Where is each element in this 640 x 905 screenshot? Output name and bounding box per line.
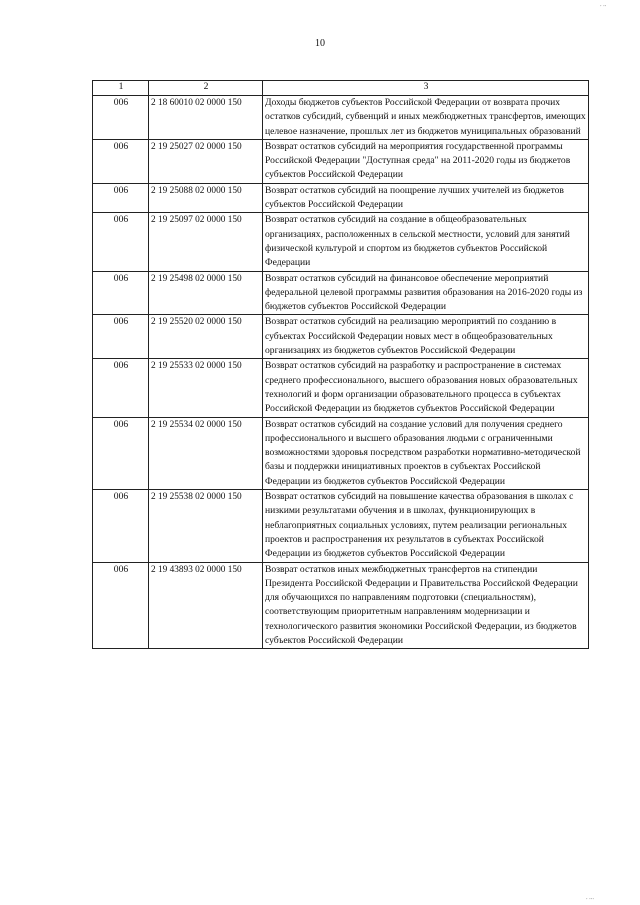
table-row <box>93 271 589 315</box>
revenue-name-cell: Возврат остатков субсидий на повышение качества образования в школах с низкими результатами обучения и в школах, функционирующих в неблагоприятных социальных условиях, путем реализации региональных проектов и распространения их результатов в субъектах Российской Федерации из бюджетов субъектов Российской Федерации <box>263 490 589 562</box>
admin-code-cell: 006 <box>93 359 149 417</box>
table-row <box>93 315 589 359</box>
table-row <box>93 359 589 417</box>
budget-code-cell: 2 19 25088 02 0000 150 <box>149 183 263 213</box>
column-header-2: 2 <box>149 81 263 96</box>
budget-code-cell: 2 19 25520 02 0000 150 <box>149 315 263 359</box>
table-row <box>93 417 589 489</box>
admin-code-cell: 006 <box>93 139 149 183</box>
admin-code-cell: 006 <box>93 213 149 271</box>
admin-code-cell: 006 <box>93 562 149 649</box>
revenue-name-cell: Возврат остатков субсидий на реализацию мероприятий по созданию в субъектах Российской Федерации новых мест в общеобразовательных организациях из бюджетов субъектов Российской Федерации <box>263 315 589 359</box>
header-row <box>93 81 589 96</box>
budget-code-cell: 2 18 60010 02 0000 150 <box>149 96 263 140</box>
table-header <box>93 81 589 96</box>
column-header-3: 3 <box>263 81 589 96</box>
table-row <box>93 183 589 213</box>
revenue-name-cell: Доходы бюджетов субъектов Российской Федерации от возврата прочих остатков субсидий, субвенций и иных межбюджетных трансфертов, имеющих целевое назначение, прошлых лет из бюджетов муниципальных образований <box>263 96 589 140</box>
admin-code-cell: 006 <box>93 271 149 315</box>
revenue-name-cell: Возврат остатков субсидий на мероприятия государственной программы Российской Федерации "Доступная среда" на 2011-2020 годы из бюджетов субъектов Российской Федерации <box>263 139 589 183</box>
revenue-name-cell: Возврат остатков субсидий на создание условий для получения среднего профессионального и высшего образования людьми с ограниченными возможностями здоровья посредством разработки нормативно-методической базы и поддержки инициативных проектов в субъектах Российской Федерации из бюджетов субъектов Российской Федерации <box>263 417 589 489</box>
admin-code-cell: 006 <box>93 417 149 489</box>
revenue-name-cell: Возврат остатков субсидий на финансовое обеспечение мероприятий федеральной целевой программы развития образования на 2016-2020 годы из бюджетов субъектов Российской Федерации <box>263 271 589 315</box>
corner-mark-top: ⸱ ⸱⸱ <box>600 4 607 10</box>
admin-code-cell: 006 <box>93 315 149 359</box>
admin-code-cell: 006 <box>93 96 149 140</box>
table-body <box>93 96 589 649</box>
budget-code-cell: 2 19 25498 02 0000 150 <box>149 271 263 315</box>
budget-code-cell: 2 19 25533 02 0000 150 <box>149 359 263 417</box>
page-number: 10 <box>315 38 325 49</box>
budget-codes-table <box>92 80 589 649</box>
corner-mark-bottom: ⸱ ⸱⸱⸱ <box>586 897 594 903</box>
table-row <box>93 139 589 183</box>
budget-code-cell: 2 19 25027 02 0000 150 <box>149 139 263 183</box>
revenue-name-cell: Возврат остатков субсидий на разработку и распространение в системах среднего профессионального, высшего образования новых образовательных технологий и форм организации образовательного процесса в субъектах Российской Федерации из бюджетов субъектов Российской Федерации <box>263 359 589 417</box>
revenue-name-cell: Возврат остатков иных межбюджетных трансфертов на стипендии Президента Российской Федерации и Правительства Российской Федерации для обучающихся по направлениям подготовки (специальностям), соответствующим приоритетным направлениям модернизации и технологического развития экономики Российской Федерации, из бюджетов субъектов Российской Федерации <box>263 562 589 649</box>
revenue-name-cell: Возврат остатков субсидий на создание в общеобразовательных организациях, расположенных в сельской местности, условий для занятий физической культурой и спортом из бюджетов субъектов Российской Федерации <box>263 213 589 271</box>
table-row <box>93 96 589 140</box>
budget-code-cell: 2 19 25538 02 0000 150 <box>149 490 263 562</box>
budget-code-cell: 2 19 25534 02 0000 150 <box>149 417 263 489</box>
revenue-name-cell: Возврат остатков субсидий на поощрение лучших учителей из бюджетов субъектов Российской Федерации <box>263 183 589 213</box>
table-row <box>93 562 589 649</box>
budget-code-cell: 2 19 25097 02 0000 150 <box>149 213 263 271</box>
column-header-1: 1 <box>93 81 149 96</box>
table-row <box>93 213 589 271</box>
table-row <box>93 490 589 562</box>
budget-code-cell: 2 19 43893 02 0000 150 <box>149 562 263 649</box>
admin-code-cell: 006 <box>93 490 149 562</box>
admin-code-cell: 006 <box>93 183 149 213</box>
